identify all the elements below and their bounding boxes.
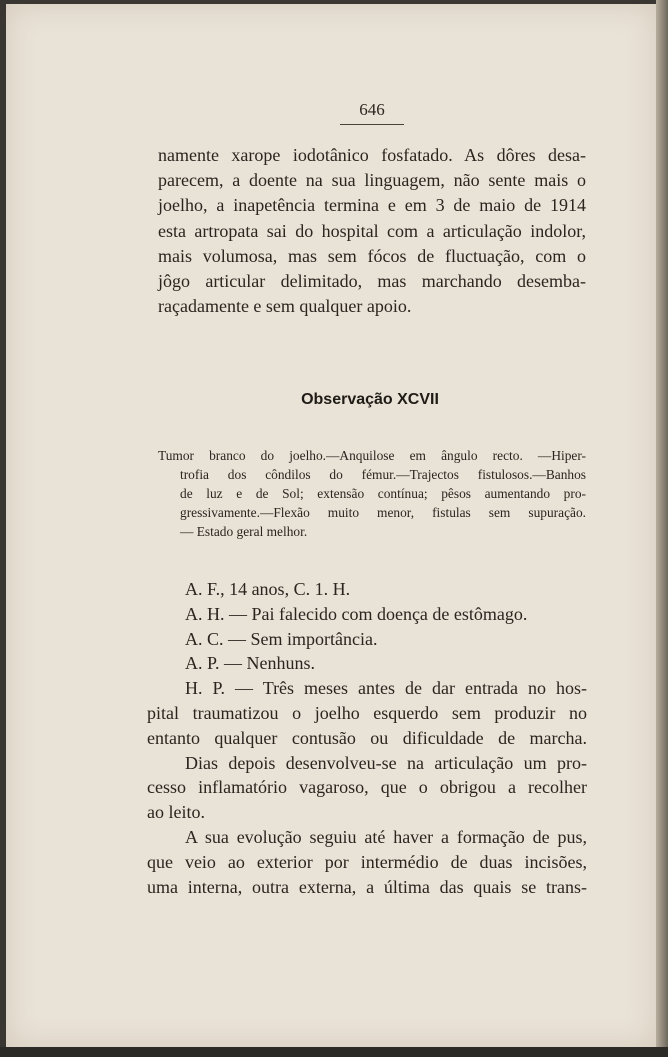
- text-line: entanto qualquer contusão ou dificuldade de marcha.: [147, 727, 587, 748]
- text-line: A. C. — Sem importância.: [185, 628, 378, 649]
- text-line: A. H. — Pai falecido com doença de estômago.: [185, 603, 528, 624]
- case-body: [147, 577, 587, 899]
- text-line: parecem, a doente na sua linguagem, não sente mais o: [158, 170, 586, 191]
- text-line: Dias depois desenvolveu-se na articulação um pro-: [185, 752, 587, 773]
- summary-line: Tumor branco do joelho.—Anquilose em ângulo recto. —Hiper-: [158, 448, 586, 463]
- text-line: joelho, a inapetência termina e em 3 de maio de 1914: [158, 195, 586, 216]
- text-line: namente xarope iodotânico fosfatado. As dôres desa-: [158, 145, 586, 165]
- page-number: 646: [359, 100, 385, 119]
- summary-line: — Estado geral melhor.: [180, 524, 308, 539]
- page-number-rule: [340, 124, 404, 125]
- observation-summary: [158, 446, 586, 541]
- text-line: H. P. — Três meses antes de dar entrada no hos-: [185, 678, 587, 699]
- text-line: uma interna, outra externa, a última das quais se trans-: [147, 876, 587, 897]
- text-line: cesso inflamatório vagaroso, que o obrigou a recolher: [147, 777, 587, 798]
- text-line: pital traumatizou o joelho esquerdo sem produzir no: [147, 702, 587, 723]
- summary-line: trofia dos côndilos do fémur.—Trajectos fistulosos.—Banhos: [180, 467, 586, 482]
- summary-line: gressivamente.—Flexão muito menor, fistulas sem supuração.: [180, 505, 586, 520]
- text-line: A. F., 14 anos, C. 1. H.: [185, 579, 351, 599]
- text-line: ao leito.: [147, 802, 205, 823]
- paragraph-continued: [158, 143, 586, 319]
- summary-line: de luz e de Sol; extensão contínua; pêsos aumentando pro-: [180, 486, 586, 501]
- text-line: A. P. — Nenhuns.: [185, 653, 316, 674]
- text-line: que veio ao exterior por intermédio de duas incisões,: [147, 851, 587, 872]
- text-line: jôgo articular delimitado, mas marchando desemba-: [158, 271, 586, 292]
- observation-heading: Observação XCVII: [301, 391, 439, 408]
- text-line: A sua evolução seguiu até haver a formação de pus,: [185, 826, 587, 847]
- text-line: raçadamente e sem qualquer apoio.: [158, 296, 412, 317]
- text-line: mais volumosa, mas sem fócos de fluctuação, com o: [158, 245, 586, 266]
- book-spine-edge: [656, 0, 668, 1057]
- text-line: esta artropata sai do hospital com a articulação indolor,: [158, 220, 586, 241]
- scan-bottom-edge: [0, 1047, 668, 1057]
